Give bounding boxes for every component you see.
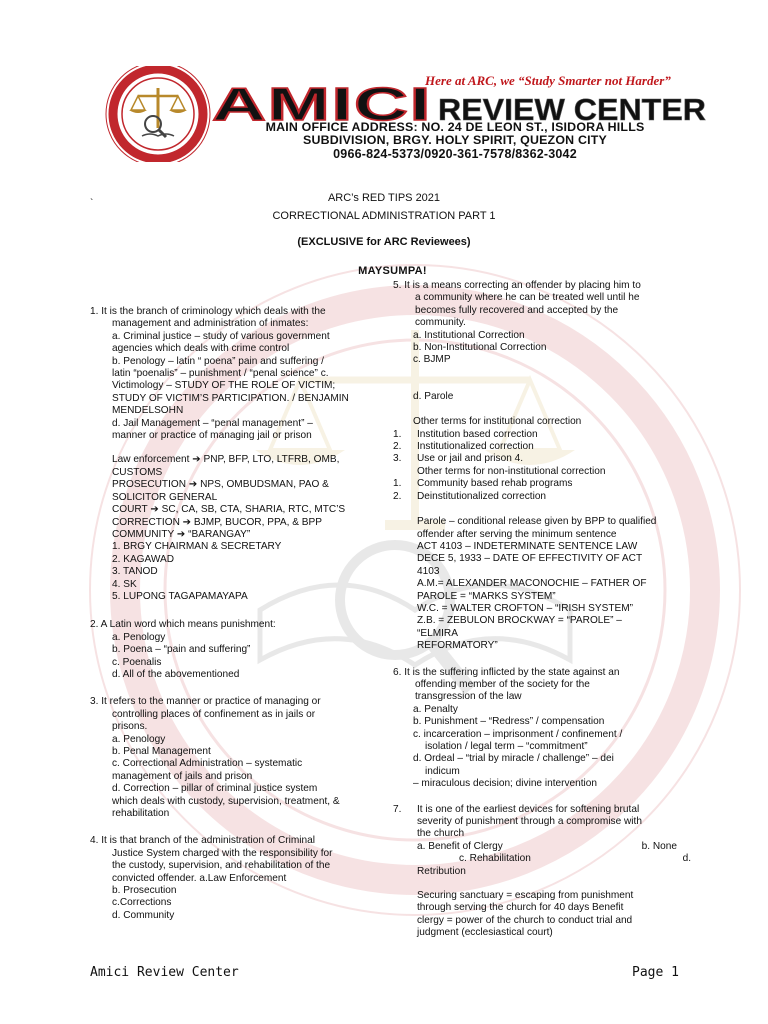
q5-option: a. Institutional Correction	[413, 329, 525, 341]
list-item: Institution based correction	[417, 428, 538, 440]
q1-option-b-5: MENDELSOHN	[112, 405, 184, 417]
barangay-item: 5. LUPONG TAGAPAMAYAPA	[112, 590, 248, 602]
non-institutional-terms-heading: Other terms for non-institutional correction	[417, 465, 606, 477]
list-item: Institutionalized correction	[417, 441, 534, 453]
institutional-terms-heading: Other terms for institutional correction	[413, 416, 582, 428]
q3-stem-3: prisons.	[112, 721, 148, 733]
effectivity-date-2: 4103	[417, 565, 440, 577]
q6-stem-1: 6. It is the suffering inflicted by the state against an	[393, 666, 620, 678]
svg-text:REVIEW CENTER: REVIEW CENTER	[438, 92, 706, 126]
q5-stem-3: becomes fully recovered and accepted by the	[415, 304, 619, 316]
q6-option-a: a. Penalty	[413, 703, 458, 715]
q2-option: c. Poenalis	[112, 656, 162, 668]
list-number: 1.	[393, 478, 402, 490]
stray-mark: `	[90, 198, 94, 209]
q4-option: b. Prosecution	[112, 885, 177, 897]
q3-option-d-1: d. Correction – pillar of criminal justice system	[112, 783, 318, 795]
list-number: 3.	[393, 453, 402, 465]
barangay-item: 3. TANOD	[112, 566, 158, 578]
q2-stem: 2. A Latin word which means punishment:	[90, 619, 276, 631]
pillar-correction: CORRECTION ➔ BJMP, BUCOR, PPA, & BPP	[112, 516, 322, 528]
q1-option-d-1: d. Jail Management – “penal management” –	[112, 417, 313, 429]
q7-option-a: a. Benefit of Clergy	[417, 840, 503, 852]
q6-stem-3: transgression of the law	[415, 691, 522, 703]
brockway-1: Z.B. = ZEBULON BROCKWAY = “PAROLE” –	[417, 615, 622, 627]
question-7	[393, 803, 691, 940]
barangay-item: 2. KAGAWAD	[112, 553, 175, 565]
q1-stem-2: management and administration of inmates:	[112, 318, 309, 330]
q1-stem-1: 1. It is the branch of criminology which deals with the	[90, 306, 326, 317]
q1-option-b-3: Victimology – STUDY OF THE ROLE OF VICTIM;	[112, 380, 336, 392]
q1-option-b-2: latin “poenalis” – punishment / “penal science” c.	[112, 368, 329, 380]
q1-option-d-2: manner or practice of managing jail or prison	[112, 430, 312, 442]
q6-option-c-2: isolation / legal term – “commitment”	[425, 741, 588, 752]
q4-stem-2: Justice System charged with the responsibility for	[112, 847, 333, 859]
phone-numbers: 0966-824-5373/0920-361-7578/8362-3042	[333, 147, 577, 161]
list-item: Use or jail and prison 4.	[417, 453, 524, 465]
q5-stem-1: 5. It is a means correcting an offender by placing him to	[393, 280, 641, 291]
non-institutional-terms-list	[393, 478, 680, 503]
question-4	[90, 835, 376, 922]
left-column	[90, 306, 376, 922]
motto: MAYSUMPA!	[358, 265, 427, 277]
act-4103: ACT 4103 – INDETERMINATE SENTENCE LAW	[417, 540, 638, 552]
q6-option-b: b. Punishment – “Redress” / compensation	[413, 716, 605, 728]
q2-option: b. Poena – “pain and suffering”	[112, 644, 251, 656]
address-line-2: SUBDIVISION, BRGY. HOLY SPIRIT, QUEZON CITY	[303, 133, 607, 147]
q6-stem-2: offending member of the society for the	[415, 678, 590, 690]
list-number: 2.	[393, 490, 402, 502]
barangay-item: 4. SK	[112, 578, 137, 590]
q7-number: 7.	[393, 803, 402, 815]
q1-option-a-2: agencies which deals with crime control	[112, 343, 290, 355]
q5-stem-2: a community where he can be treated well until he	[415, 292, 640, 304]
q4-stem-3: the custody, supervision, and rehabilitation of the	[112, 860, 331, 872]
barangay-item: 1. BRGY CHAIRMAN & SECRETARY	[112, 541, 282, 553]
list-number: 2.	[393, 441, 402, 453]
sanctuary-note-4: judgment (ecclesiastical court)	[417, 927, 553, 939]
q2-option: d. All of the abovementioned	[112, 668, 240, 680]
list-number: 1.	[393, 428, 402, 440]
q3-option-c-1: c. Correctional Administration – systematic	[112, 758, 303, 770]
q7-stem-1: It is one of the earliest devices for softening brutal	[417, 803, 640, 815]
pillar-court: COURT ➔ SC, CA, SB, CTA, SHARIA, RTC, MTC’S	[112, 504, 346, 516]
tagline: Here at ARC, we “Study Smarter not Harder”	[425, 73, 671, 88]
q6-option-d-2: indicum	[425, 765, 460, 777]
question-6	[393, 667, 680, 791]
sanctuary-note-2: through serving the church for 40 days Benefit	[417, 902, 624, 914]
maconochie-2: PAROLE = “MARKS SYSTEM”	[417, 590, 556, 602]
q4-stem-1: 4. It is that branch of the administration of Criminal	[90, 835, 315, 847]
footer-page-number: Page 1	[632, 965, 679, 980]
q4-option: c.Corrections	[112, 897, 172, 909]
q5-option: b. Non-Institutional Correction	[413, 342, 547, 354]
q1-option-b-4: STUDY OF VICTIM’S PARTICIPATION. / BENJAMIN	[112, 392, 349, 404]
q1-option-b-1: b. Penology – latin “ poena” pain and suffering /	[112, 355, 324, 367]
q3-option-c-2: management of jails and prison	[112, 770, 253, 782]
footer-center-name: Amici Review Center	[90, 965, 239, 980]
q3-option-a: a. Penology	[112, 733, 166, 745]
q4-stem-4: convicted offender. a.Law Enforcement	[112, 872, 287, 884]
q5-option: c. BJMP	[413, 354, 451, 366]
question-5	[393, 280, 680, 653]
q6-option-c-1: c. incarceration – imprisonment / confinement /	[413, 728, 623, 740]
right-column	[393, 280, 691, 940]
maconochie-1: A.M.= ALEXANDER MACONOCHIE – FATHER OF	[417, 578, 647, 590]
pillar-law-enforcement-1: Law enforcement ➔ PNP, BFP, LTO, LTFRB, OMB,	[112, 454, 340, 466]
q7-stem-3: the church	[417, 828, 465, 840]
parole-definition-1: Parole – conditional release given by BPP to qualified	[417, 516, 657, 528]
q7-option-d-text: Retribution	[417, 865, 466, 877]
q2-option: a. Penology	[112, 631, 166, 643]
doc-subtitle: (EXCLUSIVE for ARC Reviewees)	[297, 236, 471, 248]
q7-option-b: b. None	[641, 840, 677, 852]
q3-option-d-2: which deals with custody, supervision, treatment, &	[112, 795, 340, 807]
q1-option-a-1: a. Criminal justice – study of various government	[112, 330, 330, 342]
q5-option-d: d. Parole	[413, 390, 454, 402]
q7-stem-2: severity of punishment through a compromise with	[417, 816, 642, 828]
q3-option-d-3: rehabilitation	[112, 808, 170, 820]
sanctuary-note-1: Securing sanctuary = escaping from punishment	[417, 890, 634, 902]
pillar-prosecution-1: PROSECUTION ➔ NPS, OMBUDSMAN, PAO &	[112, 479, 329, 491]
institutional-terms-list	[393, 429, 680, 466]
q7-option-c: c. Rehabilitation	[459, 853, 531, 865]
q6-option-d-3: – miraculous decision; divine intervention	[413, 778, 598, 790]
question-2	[90, 619, 376, 681]
brockway-3: REFORMATORY”	[417, 640, 498, 652]
effectivity-date-1: DECE 5, 1933 – DATE OF EFFECTIVITY OF ACT	[417, 553, 643, 565]
q3-stem-2: controlling places of confinement as in jails or	[112, 708, 316, 720]
doc-title-line-1: ARC’s RED TIPS 2021	[327, 192, 441, 204]
pillar-law-enforcement-2: CUSTOMS	[112, 466, 163, 478]
doc-title-line-2: CORRECTIONAL ADMINISTRATION PART 1	[272, 210, 496, 222]
pillar-prosecution-2: SOLICITOR GENERAL	[112, 491, 218, 503]
question-1	[90, 306, 376, 603]
svg-text:AMICI: AMICI	[212, 82, 432, 126]
q5-stem-4: community.	[415, 317, 466, 329]
q7-option-d: d.	[682, 853, 691, 865]
sanctuary-note-3: clergy = power of the church to conduct trial and	[417, 914, 633, 926]
address-line-1: MAIN OFFICE ADDRESS: NO. 24 DE LEON ST., ISIDORA HILLS	[265, 120, 645, 134]
amici-seal-logo	[58, 66, 220, 162]
question-3	[90, 696, 376, 820]
q3-option-b: b. Penal Management	[112, 746, 211, 757]
list-item: Deinstitutionalized correction	[417, 490, 547, 502]
q3-stem-1: 3. It refers to the manner or practice of managing or	[90, 696, 321, 708]
list-item: Community based rehab programs	[417, 478, 573, 490]
brockway-2: “ELMIRA	[417, 627, 458, 639]
parole-definition-2: offender after serving the minimum sentence	[417, 528, 617, 540]
pillar-community: COMMUNITY ➔ “BARANGAY”	[112, 528, 251, 540]
crofton: W.C. = WALTER CROFTON – “IRISH SYSTEM”	[417, 602, 634, 614]
q6-option-d-1: d. Ordeal – “trial by miracle / challenge” – dei	[413, 753, 614, 765]
q4-option: d. Community	[112, 909, 175, 921]
